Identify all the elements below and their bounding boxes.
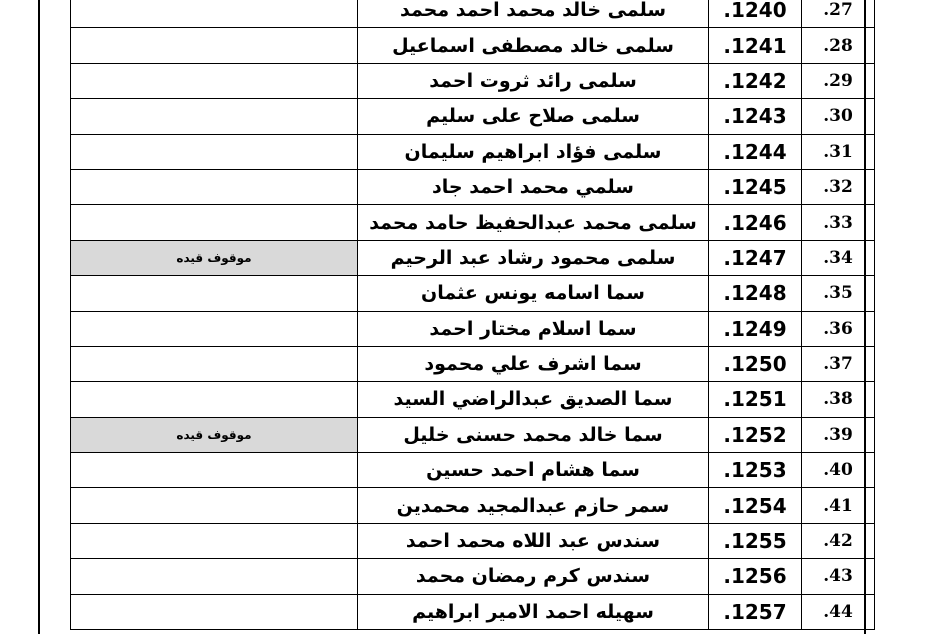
status-note: موقوف قيده <box>71 240 358 275</box>
status-note <box>71 311 358 346</box>
student-code <box>709 240 802 275</box>
student-code-text: .1254 <box>723 493 787 518</box>
student-code-text: .1240 <box>723 0 787 23</box>
student-name: سلمى محمد عبدالحفيظ حامد محمد <box>358 205 709 240</box>
table-row <box>71 311 875 346</box>
student-code-text: .1255 <box>723 529 787 554</box>
status-note <box>71 276 358 311</box>
student-name: سما الصديق عبدالراضي السيد <box>358 382 709 417</box>
student-code <box>709 382 802 417</box>
student-name: سما اشرف علي محمود <box>358 346 709 381</box>
row-index <box>802 134 875 169</box>
table-row <box>71 382 875 417</box>
row-index <box>802 0 875 28</box>
row-index <box>802 276 875 311</box>
status-note <box>71 346 358 381</box>
status-note <box>71 453 358 488</box>
student-code <box>709 559 802 594</box>
row-index-text: .28 <box>823 35 853 56</box>
student-code <box>709 276 802 311</box>
row-index-text: .27 <box>823 0 853 21</box>
student-name: سما خالد محمد حسنى خليل <box>358 417 709 452</box>
row-index-text: .33 <box>823 212 853 233</box>
table-row <box>71 559 875 594</box>
table-row <box>71 276 875 311</box>
student-code <box>709 28 802 63</box>
row-index-text: .42 <box>823 531 853 552</box>
row-index-text: .38 <box>823 389 853 410</box>
student-code <box>709 63 802 98</box>
row-index <box>802 417 875 452</box>
student-code <box>709 169 802 204</box>
status-note <box>71 134 358 169</box>
table-row <box>71 99 875 134</box>
student-code-text: .1252 <box>723 422 787 447</box>
status-note <box>71 205 358 240</box>
student-name: سندس عبد اللاه محمد احمد <box>358 523 709 558</box>
row-index-text: .43 <box>823 566 853 587</box>
student-code-text: .1243 <box>723 104 787 129</box>
table-row <box>71 240 875 275</box>
student-name: سندس كرم رمضان محمد <box>358 559 709 594</box>
status-note <box>71 594 358 629</box>
row-index-text: .37 <box>823 354 853 375</box>
table-row <box>71 453 875 488</box>
student-code-text: .1256 <box>723 564 787 589</box>
student-code <box>709 523 802 558</box>
student-code-text: .1244 <box>723 139 787 164</box>
student-code-text: .1242 <box>723 68 787 93</box>
student-code-text: .1257 <box>723 599 787 624</box>
row-index <box>802 488 875 523</box>
status-note <box>71 63 358 98</box>
status-note <box>71 559 358 594</box>
row-index <box>802 240 875 275</box>
table-row <box>71 346 875 381</box>
roster-body <box>71 0 875 630</box>
student-name: سهيله احمد الامير ابراهيم <box>358 594 709 629</box>
row-index-text: .29 <box>823 70 853 91</box>
student-code-text: .1250 <box>723 352 787 377</box>
student-code <box>709 453 802 488</box>
row-index <box>802 205 875 240</box>
student-code-text: .1247 <box>723 245 787 270</box>
status-note: موقوف قيده <box>71 417 358 452</box>
student-code-text: .1245 <box>723 175 787 200</box>
row-index-text: .40 <box>823 460 853 481</box>
student-code <box>709 99 802 134</box>
student-name: سلمى خالد محمد احمد محمد <box>358 0 709 28</box>
table-row <box>71 417 875 452</box>
row-index-text: .44 <box>823 601 853 622</box>
row-index <box>802 169 875 204</box>
row-index-text: .35 <box>823 283 853 304</box>
student-roster-table <box>70 0 875 630</box>
table-row <box>71 0 875 28</box>
row-index <box>802 311 875 346</box>
student-name: سما هشام احمد حسين <box>358 453 709 488</box>
row-index-text: .32 <box>823 177 853 198</box>
row-index-text: .39 <box>823 424 853 445</box>
student-name: سلمي محمد احمد جاد <box>358 169 709 204</box>
row-index-text: .36 <box>823 318 853 339</box>
student-code <box>709 488 802 523</box>
table-row <box>71 169 875 204</box>
student-code <box>709 134 802 169</box>
student-name: سما اسلام مختار احمد <box>358 311 709 346</box>
table-row <box>71 28 875 63</box>
row-index-text: .31 <box>823 141 853 162</box>
status-note <box>71 99 358 134</box>
status-note <box>71 523 358 558</box>
row-index <box>802 382 875 417</box>
table-row <box>71 594 875 629</box>
student-name: سلمى صلاح على سليم <box>358 99 709 134</box>
student-code-text: .1241 <box>723 33 787 58</box>
row-index-text: .41 <box>823 495 853 516</box>
row-index <box>802 346 875 381</box>
student-code <box>709 205 802 240</box>
row-index-text: .30 <box>823 106 853 127</box>
student-code-text: .1251 <box>723 387 787 412</box>
table-row <box>71 205 875 240</box>
student-code-text: .1249 <box>723 316 787 341</box>
row-index <box>802 559 875 594</box>
student-name: سلمى فؤاد ابراهيم سليمان <box>358 134 709 169</box>
status-note <box>71 0 358 28</box>
student-code <box>709 346 802 381</box>
row-index <box>802 28 875 63</box>
status-note <box>71 488 358 523</box>
row-index <box>802 594 875 629</box>
student-name: سلمى خالد مصطفى اسماعيل <box>358 28 709 63</box>
student-code-text: .1246 <box>723 210 787 235</box>
status-note <box>71 28 358 63</box>
row-index <box>802 99 875 134</box>
table-row <box>71 488 875 523</box>
status-note <box>71 382 358 417</box>
row-index <box>802 63 875 98</box>
row-index-text: .34 <box>823 247 853 268</box>
student-code <box>709 417 802 452</box>
table-row <box>71 523 875 558</box>
student-name: سلمى رائد ثروت احمد <box>358 63 709 98</box>
student-code <box>709 311 802 346</box>
student-code <box>709 594 802 629</box>
student-code-text: .1253 <box>723 458 787 483</box>
table-row <box>71 63 875 98</box>
row-index <box>802 523 875 558</box>
row-index <box>802 453 875 488</box>
table-row <box>71 134 875 169</box>
student-code-text: .1248 <box>723 281 787 306</box>
status-note <box>71 169 358 204</box>
student-name: سما اسامه يونس عثمان <box>358 276 709 311</box>
student-name: سمر حازم عبدالمجيد محمدين <box>358 488 709 523</box>
student-code <box>709 0 802 28</box>
student-name: سلمى محمود رشاد عبد الرحيم <box>358 240 709 275</box>
